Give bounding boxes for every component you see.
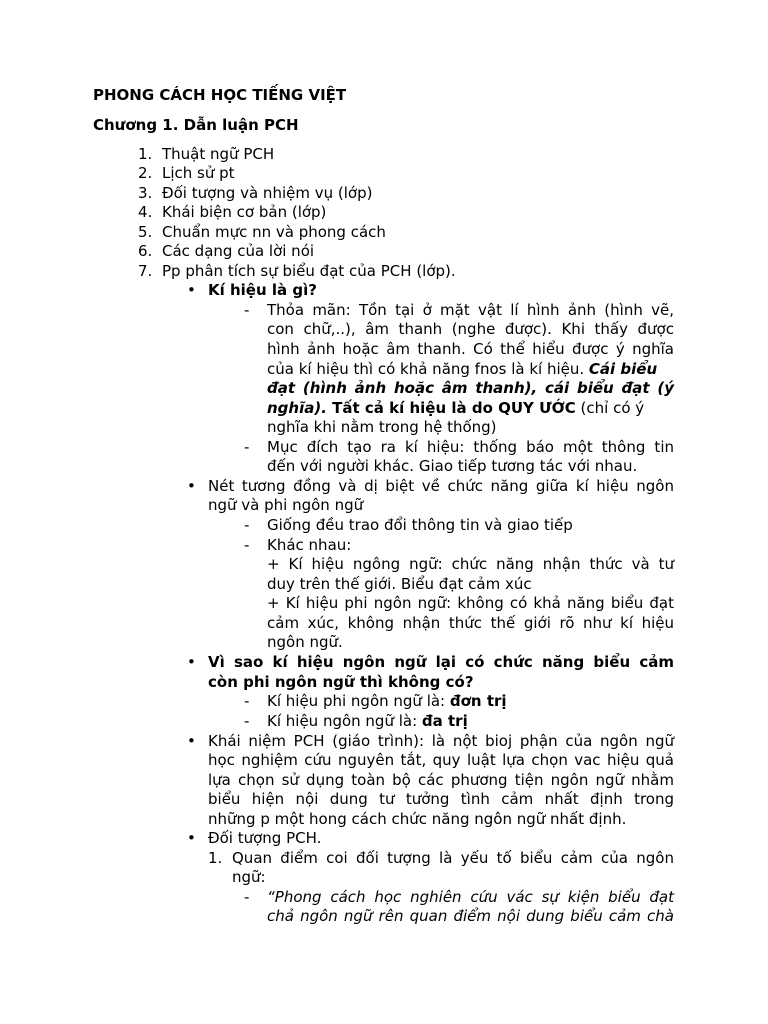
bullet-marker: •: [187, 732, 196, 750]
paragraph-line: [267, 360, 657, 380]
emphasis-text: nghĩa).: [267, 399, 327, 417]
paragraph-line: Khác nhau:: [267, 536, 352, 554]
paragraph-line: những p một hong cách chức năng ngôn ngữ nhất định.: [208, 810, 627, 828]
list-item: [138, 223, 386, 243]
paragraph-line: học nghiệm cứu nguyên tắt, quy luật lựa chọn vac hiệu quả: [208, 751, 674, 769]
text-run: (chỉ có ý: [575, 399, 645, 417]
text-run: của kí hiệu thì có khả năng fnos là kí hiệu.: [267, 360, 589, 378]
chapter-heading: Chương 1. Dẫn luận PCH: [93, 116, 299, 134]
paragraph-line: Mục đích tạo ra kí hiệu: thống báo một thông tin: [267, 438, 674, 456]
dash-marker: -: [244, 692, 250, 710]
list-number: 3.: [138, 184, 153, 202]
paragraph-line: ngôn ngữ.: [267, 633, 343, 651]
paragraph-line: [267, 399, 644, 419]
section-heading-ki-hieu: Kí hiệu là gì?: [208, 281, 317, 299]
paragraph-line: đến với người khác. Giao tiếp tương tác với nhau.: [267, 457, 638, 475]
emphasis-text: Cái biểu: [588, 360, 658, 378]
list-item-text: Đối tượng và nhiệm vụ (lớp): [162, 184, 373, 202]
paragraph-line: Thỏa mãn: Tồn tại ở mặt vật lí hình ảnh (hình vẽ,: [267, 301, 674, 319]
bold-text: đơn trị: [449, 692, 507, 710]
quote-line: chả ngôn ngữ rên quan điểm nội dung biểu cảm chà: [267, 907, 674, 925]
list-item: [138, 164, 235, 184]
bullet-marker: •: [187, 829, 196, 847]
list-item-text: Chuẩn mực nn và phong cách: [162, 223, 386, 241]
bold-line: Vì sao kí hiệu ngôn ngữ lại có chức năng biểu cảm: [208, 653, 674, 671]
paragraph-line: cảm xúc, không nhận thức thế giới rõ như kí hiệu: [267, 614, 674, 632]
paragraph-line: con chữ,..), âm thanh (nghe được). Khi thấy được: [267, 320, 674, 338]
bullet-marker: •: [187, 477, 196, 495]
paragraph-line: Giống đều trao đổi thông tin và giao tiếp: [267, 516, 573, 534]
paragraph-line: hình ảnh hoặc âm thanh. Có thể hiểu được ý nghĩa: [267, 340, 674, 358]
bullet-marker: •: [187, 653, 196, 671]
bold-text: đa trị: [421, 712, 468, 730]
section-heading-doi-tuong: Đối tượng PCH.: [208, 829, 322, 847]
paragraph-line: duy trên thế giới. Biểu đạt cảm xúc: [267, 575, 532, 593]
dash-marker: -: [244, 438, 250, 456]
list-number: 1.: [138, 145, 153, 163]
list-item: [138, 203, 327, 223]
paragraph-line: nghĩa khi nằm trong hệ thống): [267, 418, 497, 436]
list-item-text: Pp phân tích sự biểu đạt của PCH (lớp).: [162, 262, 456, 280]
dash-marker: -: [244, 888, 250, 906]
list-item-text: Khái biện cơ bản (lớp): [162, 203, 327, 221]
paragraph-line: lựa chọn sử dụng toàn bộ các phương tiện ngôn ngữ nhằm: [208, 771, 674, 789]
paragraph-line: + Kí hiệu ngông ngữ: chức năng nhận thức và tư: [267, 555, 674, 573]
paragraph-line: Nét tương đồng và dị biệt về chức năng giữa kí hiệu ngôn: [208, 477, 674, 495]
text-run: Kí hiệu phi ngôn ngữ là:: [267, 692, 450, 710]
bullet-marker: •: [187, 281, 196, 299]
paragraph-line: + Kí hiệu phi ngôn ngữ: không có khả năng biểu đạt: [267, 594, 674, 612]
dash-marker: -: [244, 712, 250, 730]
emphasis-line: đạt (hình ảnh hoặc âm thanh), cái biểu đạt (ý: [267, 379, 674, 397]
dash-marker: -: [244, 301, 250, 319]
list-item: [138, 184, 373, 204]
list-number: 1.: [208, 849, 223, 867]
list-item: [138, 145, 275, 165]
list-number: 5.: [138, 223, 153, 241]
list-item-text: Lịch sử pt: [162, 164, 235, 182]
document-title: PHONG CÁCH HỌC TIẾNG VIỆT: [93, 86, 347, 104]
quote-line: “Phong cách học nghiên cứu vác sự kiện biểu đạt: [267, 888, 674, 906]
list-item-text: Thuật ngữ PCH: [162, 145, 275, 163]
paragraph-line: biểu hiện nội dung tư tưởng tình cảm nhất định trong: [208, 790, 674, 808]
list-item: [138, 262, 456, 282]
list-item: [138, 242, 315, 262]
bold-line: còn phi ngôn ngữ thì không có?: [208, 673, 474, 691]
paragraph-line: ngữ:: [232, 868, 266, 886]
dash-marker: -: [244, 536, 250, 554]
bold-text: Tất cả kí hiệu là do QUY ƯỚC: [326, 399, 576, 417]
paragraph-line: Quan điểm coi đối tượng là yếu tố biểu cảm của ngôn: [232, 849, 674, 867]
dash-marker: -: [244, 516, 250, 534]
list-number: 6.: [138, 242, 153, 260]
list-number: 7.: [138, 262, 153, 280]
paragraph-line: [267, 712, 468, 732]
list-number: 4.: [138, 203, 153, 221]
list-item-text: Các dạng của lời nói: [162, 242, 315, 260]
paragraph-line: Khái niệm PCH (giáo trình): là nột bioj phận của ngôn ngữ: [208, 732, 674, 750]
paragraph-line: ngữ và phi ngôn ngữ: [208, 496, 364, 514]
list-number: 2.: [138, 164, 153, 182]
paragraph-line: [267, 692, 507, 712]
text-run: Kí hiệu ngôn ngữ là:: [267, 712, 422, 730]
